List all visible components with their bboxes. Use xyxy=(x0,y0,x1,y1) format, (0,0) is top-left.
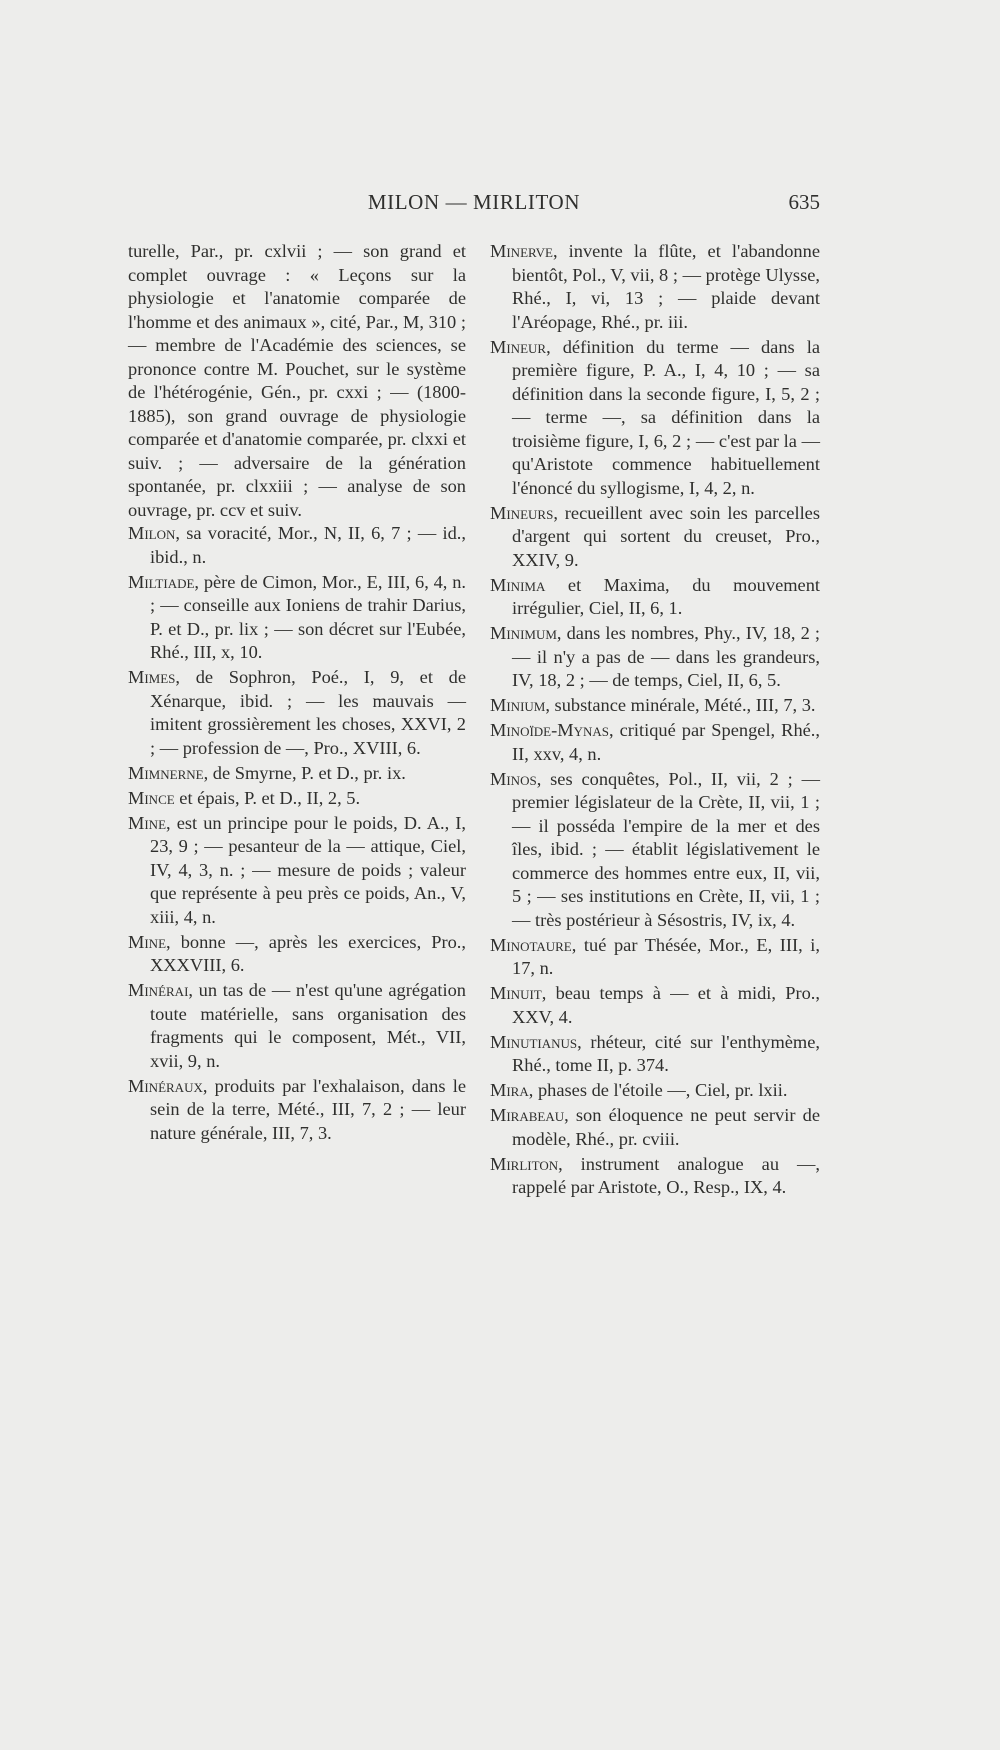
entry-text: , est un principe pour le poids, D. A., I, 23, 9 ; — pesanteur de la — attique, Ciel, IV, 4, 3, n. ; — mesure de poids ; valeur que représente à peu près ce poids, An., V, xiii, 4, n. xyxy=(150,812,466,927)
entry-text: , dans les nombres, Phy., IV, 18, 2 ; — il n'y a pas de — dans les grandeurs, IV, 18, 2 ; — de temps, Ciel, II, 6, 5. xyxy=(512,623,820,690)
entry-text: , recueillent avec soin les parcelles d'argent qui sortent du creuset, Pro., XXIV, 9. xyxy=(512,502,820,570)
index-entry xyxy=(490,982,820,1029)
entry-text: , sa voracité, Mor., N, II, 6, 7 ; — id., ibid., n. xyxy=(150,523,466,567)
entry-headword: Miltiade xyxy=(128,571,195,592)
index-entry-continuation: turelle, Par., pr. cxlvii ; — son grand et complet ouvrage : « Leçons sur la physiologie et l'anatomie comparée de l'homme et des animaux », cité, Par., M, 310 ; — membre de l'Académie des sciences, se prononce contre M. Pouchet, sur le système de l'hétérogénie, Gén., pr. cxxi ; — (1800-1885), son grand ouvrage de physiologie comparée et d'anatomie comparée, pr. clxxi et suiv. ; — adversaire de la génération spontanée, pr. clxxiii ; — analyse de son ouvrage, pr. ccv et suiv. xyxy=(128,241,466,520)
entry-text: et épais, P. et D., II, 2, 5. xyxy=(174,787,361,808)
index-entry xyxy=(490,240,820,334)
entry-headword: Mimnerne xyxy=(128,762,204,783)
index-entry xyxy=(490,574,820,621)
entry-headword: Milon xyxy=(128,523,176,543)
index-entry xyxy=(128,1075,466,1146)
entry-headword: Minos xyxy=(490,768,537,789)
left-column xyxy=(128,240,466,1147)
entry-headword: Minerve xyxy=(490,241,553,261)
right-column xyxy=(490,240,820,1201)
index-entry xyxy=(490,1104,820,1151)
entry-text: et Maxima, du mouvement irrégulier, Ciel, II, 6, 1. xyxy=(512,574,820,618)
entry-text: , substance minérale, Mété., III, 7, 3. xyxy=(545,695,816,715)
entry-text: , définition du terme — dans la première figure, P. A., I, 4, 10 ; — sa définition dans la seconde figure, I, 5, 2 ; — terme —, sa définition dans la troisième figure, I, 6, 2 ; — c'est par la — qu'Aristote commence habituellement l'énoncé du syllogisme, I, 4, 2, n. xyxy=(512,336,820,498)
entry-headword: Minuit xyxy=(490,983,542,1003)
entry-headword: Mimes xyxy=(128,667,176,687)
entry-text: , rhéteur, cité sur l'enthymème, Rhé., tome II, p. 374. xyxy=(512,1031,820,1075)
entry-headword: Minoïde-Mynas xyxy=(490,720,609,740)
index-entry xyxy=(490,336,820,501)
entry-text: , beau temps à — et à midi, Pro., XXV, 4. xyxy=(512,983,820,1027)
entry-headword: Mineurs xyxy=(490,502,554,523)
index-entry xyxy=(490,502,820,573)
running-title: MILON — MIRLITON xyxy=(367,190,581,214)
entry-text: , de Smyrne, P. et D., pr. ix. xyxy=(203,762,406,783)
entry-text: , ses conquêtes, Pol., II, vii, 2 ; — premier législateur de la Crète, II, vii, 1 ; — il posséda l'empire de la mer et des îles, ibid. ; — établit législativement le commerce des hommes entre eux, II, vii, 5 ; — ses institutions en Crète, II, vii, 1 ; — très postérieur à Sésostris, IV, ix, 4. xyxy=(512,768,820,930)
index-entry xyxy=(490,934,820,981)
index-entry xyxy=(128,762,466,786)
entry-headword: Minérai xyxy=(128,980,189,1000)
entry-headword: Minima xyxy=(490,574,546,595)
entry-text: , de Sophron, Poé., I, 9, et de Xénarque, ibid. ; — les mauvais — imitent grossièrement les choses, XXVI, 2 ; — profession de —, Pro., XVIII, 6. xyxy=(150,667,466,758)
page-number: 635 xyxy=(788,190,820,214)
entry-text: , tué par Thésée, Mor., E, III, i, 17, n. xyxy=(512,934,820,978)
index-entry xyxy=(128,812,466,930)
index-entry xyxy=(490,1031,820,1078)
entry-headword: Mineur xyxy=(490,336,547,357)
entry-text: , phases de l'étoile —, Ciel, pr. lxii. xyxy=(528,1080,788,1100)
entry-text: , produits par l'exhalaison, dans le sein de la terre, Mété., III, 7, 2 ; — leur nature générale, III, 7, 3. xyxy=(150,1075,466,1143)
running-header xyxy=(128,190,820,220)
entry-text: , bonne —, après les exercices, Pro., XXXVIII, 6. xyxy=(150,931,466,975)
entry-text: , père de Cimon, Mor., E, III, 6, 4, n. ; — conseille aux Ioniens de trahir Darius, P. et D., pr. lix ; — son décret sur l'Eubée, Rhé., III, x, 10. xyxy=(150,571,466,662)
entry-headword: Mine xyxy=(128,812,167,833)
entry-text: , critiqué par Spengel, Rhé., II, xxv, 4, n. xyxy=(512,720,820,764)
entry-headword: Mine xyxy=(128,931,167,952)
entry-headword: Mirliton xyxy=(490,1153,559,1174)
entry-headword: Mince xyxy=(128,787,175,808)
index-entry xyxy=(128,571,466,665)
index-entry xyxy=(128,666,466,760)
index-entry xyxy=(128,931,466,978)
index-entry xyxy=(128,522,466,569)
index-entry xyxy=(128,787,466,811)
entry-headword: Minium xyxy=(490,695,546,715)
index-entry xyxy=(490,622,820,693)
entry-text: , instrument analogue au —, rappelé par Aristote, O., Resp., IX, 4. xyxy=(512,1153,820,1197)
entry-text: , un tas de — n'est qu'une agrégation toute matérielle, sans organisation des fragments qui le composent, Mét., VII, xvii, 9, n. xyxy=(150,980,466,1071)
index-entry xyxy=(490,1079,820,1103)
index-entry xyxy=(490,719,820,766)
entry-text: , son éloquence ne peut servir de modèle, Rhé., pr. cviii. xyxy=(512,1105,820,1149)
entry-headword: Minotaure xyxy=(490,934,572,955)
entry-headword: Mirabeau xyxy=(490,1105,565,1125)
index-entry xyxy=(128,979,466,1073)
entry-headword: Minéraux xyxy=(128,1075,203,1096)
entry-headword: Mira xyxy=(490,1080,529,1100)
entry-text: , invente la flûte, et l'abandonne bientôt, Pol., V, vii, 8 ; — protège Ulysse, Rhé., I, vi, 13 ; — plaide devant l'Aréopage, Rhé., pr. iii. xyxy=(512,241,820,332)
entry-headword: Minimum xyxy=(490,623,557,643)
index-entry xyxy=(490,694,820,718)
index-entry xyxy=(490,768,820,933)
index-entry xyxy=(490,1153,820,1200)
entry-headword: Minutianus xyxy=(490,1031,578,1052)
